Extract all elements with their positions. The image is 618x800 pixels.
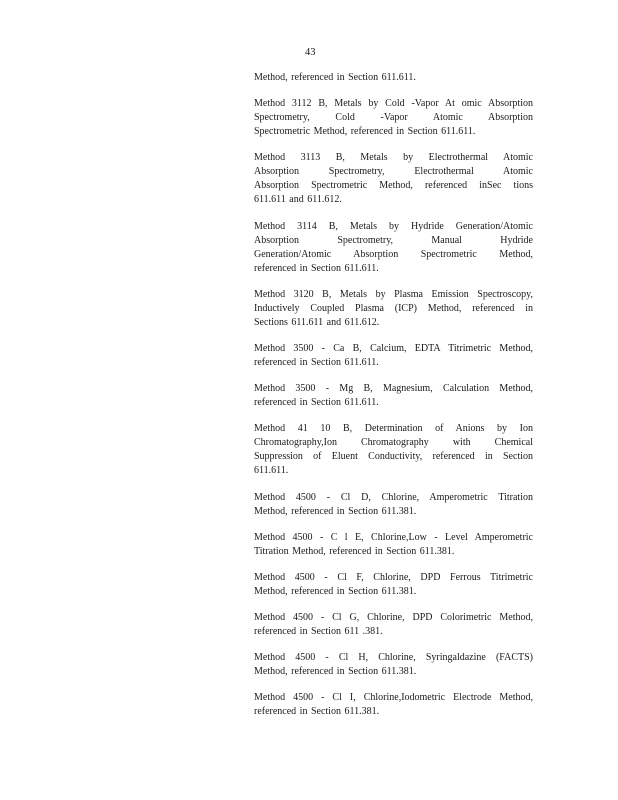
method-paragraph bbox=[254, 491, 533, 519]
method-paragraph bbox=[254, 571, 533, 599]
method-paragraph bbox=[254, 422, 533, 478]
paragraph-line: Method 4500 - Cl D, Chlorine, Amperometric Titration bbox=[254, 491, 533, 503]
paragraph-line: Method 3500 - Mg B, Magnesium, Calculation Method, bbox=[254, 383, 533, 395]
paragraph-line: Method 4500 - Cl G, Chlorine, DPD Colorimetric Method, bbox=[254, 612, 533, 624]
paragraph-line: Method 3112 B, Metals by Cold -Vapor At omic Absorption bbox=[254, 98, 533, 110]
method-paragraph bbox=[254, 151, 533, 207]
paragraph-line: Absorption Spectrometry, Manual Hydride bbox=[254, 234, 533, 246]
page-number: 43 bbox=[305, 47, 316, 58]
method-paragraph bbox=[254, 531, 533, 559]
paragraph-line: Inductively Coupled Plasma (ICP) Method, referenced in bbox=[254, 302, 533, 314]
paragraph-line: Titration Method, referenced in Section 611.381. bbox=[254, 545, 455, 557]
paragraph-line: Method 3120 B, Metals by Plasma Emission Spectroscopy, bbox=[254, 288, 533, 300]
paragraph-line: referenced in Section 611 .381. bbox=[254, 626, 383, 638]
paragraph-line: Method 4500 - C l E, Chlorine,Low - Level Amperometric bbox=[254, 531, 533, 543]
method-paragraph bbox=[254, 71, 533, 85]
paragraph-line: Method 3113 B, Metals by Electrothermal Atomic bbox=[254, 152, 533, 164]
paragraph-line: 611.611. bbox=[254, 465, 289, 477]
paragraph-line: 611.611 and 611.612. bbox=[254, 194, 342, 206]
method-paragraph bbox=[254, 97, 533, 139]
paragraph-line: referenced in Section 611.611. bbox=[254, 397, 379, 409]
method-paragraph bbox=[254, 691, 533, 719]
method-paragraph bbox=[254, 342, 533, 370]
paragraph-line: Method 4500 - Cl I, Chlorine,Iodometric Electrode Method, bbox=[254, 692, 533, 704]
paragraph-line: Method 3500 - Ca B, Calcium, EDTA Titrimetric Method, bbox=[254, 342, 533, 354]
method-paragraph bbox=[254, 611, 533, 639]
paragraph-line: Spectrometry, Cold -Vapor Atomic Absorption bbox=[254, 112, 533, 124]
paragraph-line: referenced in Section 611.381. bbox=[254, 706, 380, 718]
method-paragraph bbox=[254, 220, 533, 276]
paragraph-line: Method, referenced in Section 611.611. bbox=[254, 72, 416, 83]
paragraph-line: Sections 611.611 and 611.612. bbox=[254, 316, 380, 328]
paragraph-line: Suppression of Eluent Conductivity, referenced in Section bbox=[254, 451, 533, 463]
paragraph-line: Method, referenced in Section 611.381. bbox=[254, 666, 417, 678]
method-list bbox=[254, 71, 533, 732]
paragraph-line: Absorption Spectrometry, Electrothermal Atomic bbox=[254, 166, 533, 178]
paragraph-line: Spectrometric Method, referenced in Section 611.611. bbox=[254, 126, 476, 138]
paragraph-line: Method 41 10 B, Determination of Anions by Ion bbox=[254, 423, 533, 435]
method-paragraph bbox=[254, 288, 533, 330]
paragraph-line: Method 4500 - Cl H, Chlorine, Syringaldazine (FACTS) bbox=[254, 652, 533, 664]
paragraph-line: referenced in Section 611.611. bbox=[254, 356, 379, 368]
paragraph-line: Method 4500 - Cl F, Chlorine, DPD Ferrous Titrimetric bbox=[254, 571, 533, 583]
method-paragraph bbox=[254, 382, 533, 410]
paragraph-line: referenced in Section 611.611. bbox=[254, 262, 379, 274]
paragraph-line: Absorption Spectrometric Method, referenced inSec tions bbox=[254, 180, 533, 192]
method-paragraph bbox=[254, 651, 533, 679]
paragraph-line: Method, referenced in Section 611.381. bbox=[254, 505, 417, 517]
paragraph-line: Generation/Atomic Absorption Spectrometric Method, bbox=[254, 248, 533, 260]
paragraph-line: Method, referenced in Section 611.381. bbox=[254, 585, 417, 597]
paragraph-line: Chromatography,Ion Chromatography with Chemical bbox=[254, 437, 533, 449]
paragraph-line: Method 3114 B, Metals by Hydride Generation/Atomic bbox=[254, 220, 533, 232]
